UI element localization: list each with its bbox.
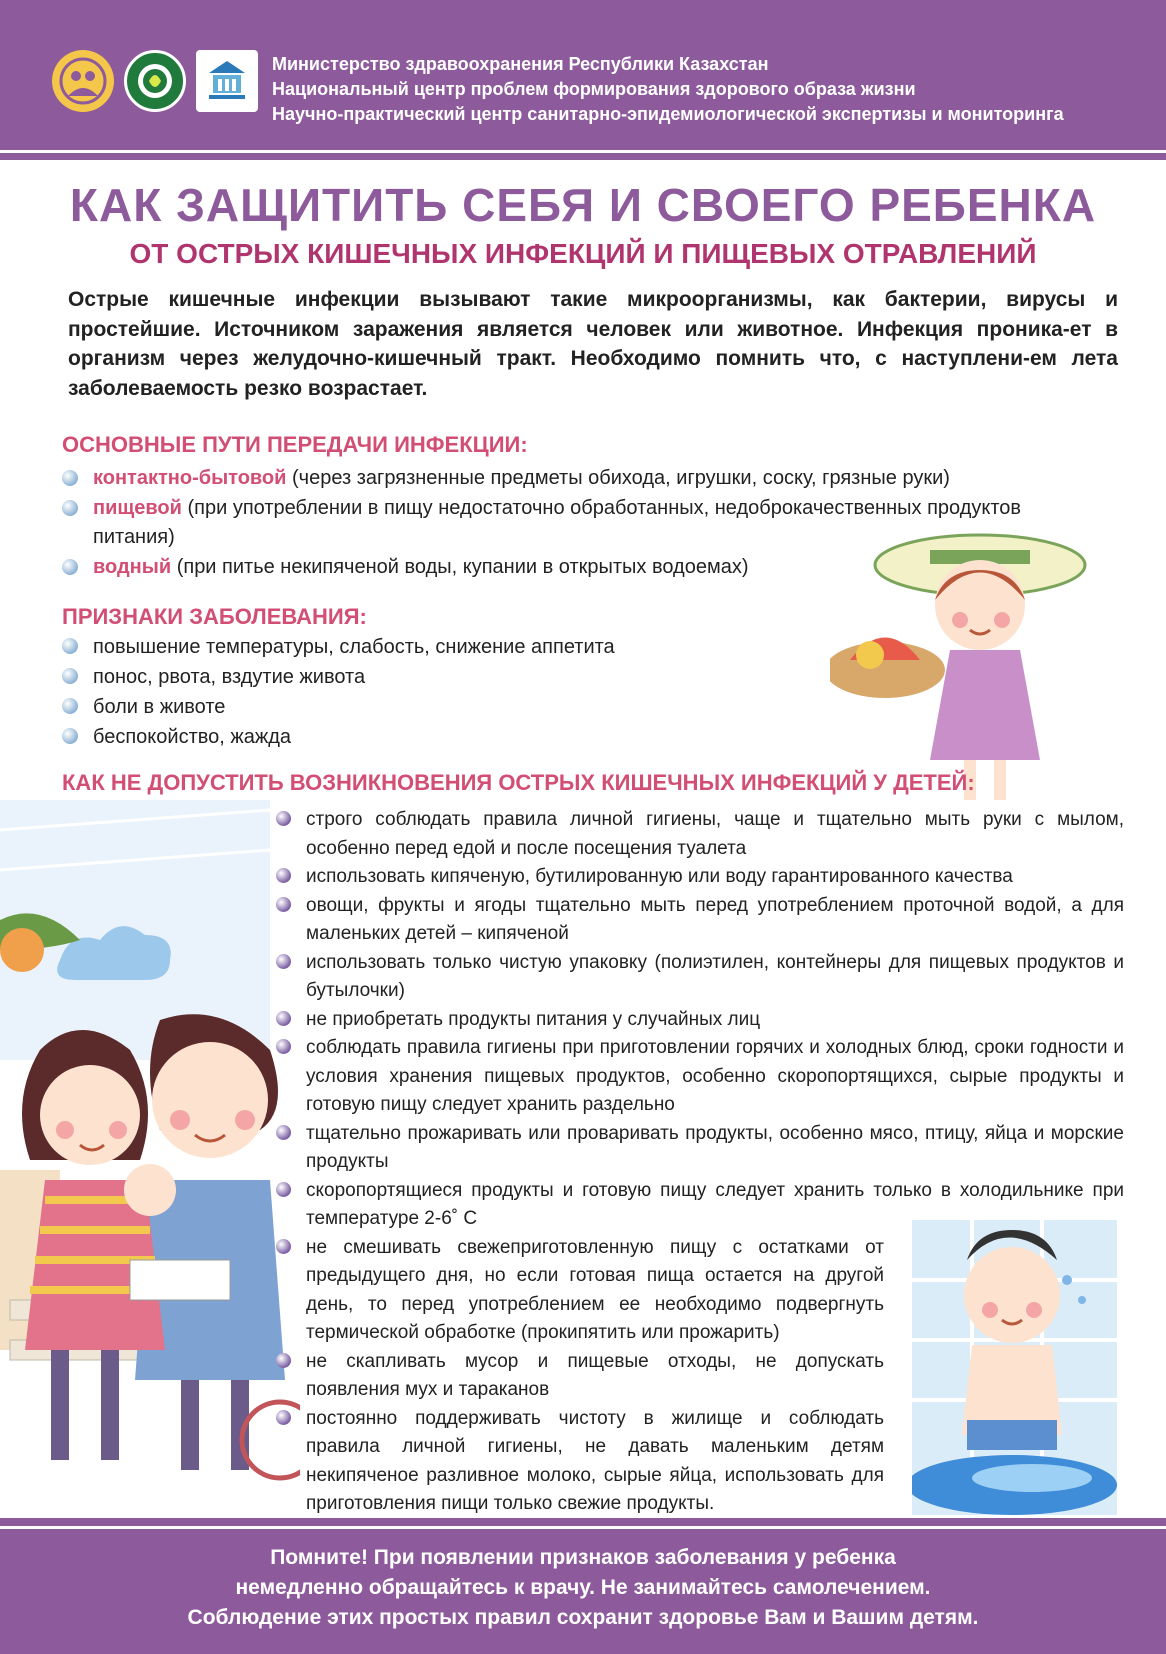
transmission-text: (через загрязненные предметы обихода, игрушки, соску, грязные руки): [286, 467, 950, 489]
prevention-text: тщательно прожаривать или проваривать продукты, особенно мясо, птицу, яйца и морские продукты: [306, 1122, 1124, 1172]
symptom-text: боли в животе: [93, 696, 226, 718]
transmission-text: (при употреблении в пищу недостаточно обработанных, недоброкачественных продуктов питания): [93, 496, 1022, 548]
building-logo: [196, 50, 258, 112]
symptoms-list: [62, 632, 782, 752]
prevention-text: скоропортящиеся продукты и готовую пищу следует хранить только в холодильнике при температуре 2-6˚ С: [306, 1179, 1124, 1229]
footer-band: [0, 1518, 1166, 1654]
list-item: [276, 806, 1124, 863]
symptoms-heading: ПРИЗНАКИ ЗАБОЛЕВАНИЯ:: [62, 604, 367, 629]
list-item: [62, 692, 782, 722]
prevention-text: овощи, фрукты и ягоды тщательно мыть перед употреблением проточной водой, а для маленьких детей – кипяченой: [306, 894, 1124, 944]
footer-line: Помните! При появлении признаков заболевания у ребенка: [270, 1546, 896, 1569]
prevention-heading: КАК НЕ ДОПУСТИТЬ ВОЗНИКНОВЕНИЯ ОСТРЫХ КИШЕЧНЫХ ИНФЕКЦИЙ У ДЕТЕЙ:: [62, 770, 975, 795]
bullet-icon: [276, 1039, 291, 1054]
symptom-text: понос, рвота, вздутие живота: [93, 666, 366, 688]
prevention-text: не скапливать мусор и пищевые отходы, не допускать появления мух и тараканов: [306, 1350, 884, 1400]
prevention-list: [276, 806, 1124, 1519]
transmission-term: пищевой: [93, 496, 182, 519]
bullet-icon: [276, 1410, 291, 1425]
bullet-icon: [62, 500, 78, 516]
list-item: [62, 464, 1082, 494]
org-line: Национальный центр проблем формирования здорового образа жизни: [272, 79, 916, 99]
list-item: [62, 722, 782, 752]
bullet-icon: [276, 1125, 291, 1140]
symptom-text: беспокойство, жажда: [93, 726, 292, 748]
list-item: [276, 1177, 1124, 1234]
bullet-icon: [276, 954, 291, 969]
org-line: Министерство здравоохранения Республики Казахстан: [272, 54, 769, 74]
green-circle-logo: [124, 50, 186, 112]
bullet-icon: [62, 728, 78, 744]
prevention-text: использовать только чистую упаковку (полиэтилен, контейнеры для пищевых продуктов и бутылочки): [306, 951, 1124, 1001]
list-item: [276, 863, 1124, 892]
prevention-text: не приобретать продукты питания у случайных лиц: [306, 1008, 761, 1030]
list-item: [276, 1120, 1124, 1177]
bullet-icon: [276, 868, 291, 883]
list-item: [62, 662, 782, 692]
bullet-icon: [276, 1182, 291, 1197]
girl-with-fruit-basket-illustration: [830, 520, 1110, 810]
bullet-icon: [62, 470, 78, 486]
footer-rule: [0, 1526, 1166, 1529]
intro-paragraph: Острые кишечные инфекции вызывают такие микроорганизмы, как бактерии, вирусы и простейшие. Источником заражения является человек или животное. Инфекция проника-ет в организм через желудочно-кишечный тракт. Необходимо помнить что, с наступлени-ем лета заболеваемость резко возрастает.: [68, 288, 1118, 400]
transmission-term: контактно-бытовой: [93, 467, 287, 489]
transmission-text: (при питье некипяченой воды, купании в открытых водоемах): [171, 555, 749, 578]
family-on-bench-illustration: [0, 1000, 300, 1515]
bullet-icon: [276, 1353, 291, 1368]
bullet-icon: [276, 811, 291, 826]
organization-names: [272, 52, 1064, 127]
list-item: [276, 1234, 884, 1348]
bullet-icon: [276, 1011, 291, 1026]
bullet-icon: [62, 698, 78, 714]
symptom-text: повышение температуры, слабость, снижение аппетита: [93, 636, 615, 658]
header-rule: [0, 150, 1166, 153]
prevention-text: соблюдать правила гигиены при приготовлении горячих и холодных блюд, сроки годности и условия хранения пищевых продуктов, особенно скоропортящихся, сырые продукты и готовую пищу следует хранить раздельно: [306, 1037, 1124, 1115]
bullet-icon: [276, 1239, 291, 1254]
list-item: [276, 892, 1124, 949]
list-item: [276, 1405, 884, 1519]
page-subtitle: ОТ ОСТРЫХ КИШЕЧНЫХ ИНФЕКЦИЙ И ПИЩЕВЫХ ОТРАВЛЕНИЙ: [129, 238, 1037, 269]
bullet-icon: [62, 638, 78, 654]
page-title: КАК ЗАЩИТИТЬ СЕБЯ И СВОЕГО РЕБЕНКА: [69, 179, 1097, 231]
emblem-logo: [52, 50, 114, 112]
footer-line: Соблюдение этих простых правил сохранит здоровье Вам и Вашим детям.: [187, 1606, 979, 1629]
prevention-text: не смешивать свежеприготовленную пищу с остатками от предыдущего дня, но если готовая пища остается на другой день, то перед употреблением ее необходимо подвергнуть термической обработке (прокипятить или прожарить): [306, 1236, 884, 1343]
list-item: [276, 1006, 1124, 1035]
prevention-text: постоянно поддерживать чистоту в жилище и соблюдать правила личной гигиены, не давать маленьким детям некипяченое разливное молоко, сырые яйца, использовать для приготовления пищи только свежие продукты.: [306, 1407, 884, 1514]
logos: [52, 50, 258, 112]
bullet-icon: [276, 897, 291, 912]
list-item: [62, 632, 782, 662]
list-item: [276, 1034, 1124, 1120]
prevention-text: строго соблюдать правила личной гигиены, чаще и тщательно мыть руки с мылом, особенно перед едой и после посещения туалета: [306, 809, 1124, 859]
transmission-heading: ОСНОВНЫЕ ПУТИ ПЕРЕДАЧИ ИНФЕКЦИИ:: [62, 432, 528, 457]
bullet-icon: [62, 559, 78, 575]
prevention-text: использовать кипяченую, бутилированную или воду гарантированного качества: [306, 866, 1013, 887]
bullet-icon: [62, 668, 78, 684]
list-item: [276, 1348, 884, 1405]
list-item: [276, 949, 1124, 1006]
org-line: Научно-практический центр санитарно-эпидемиологической экспертизы и мониторинга: [272, 104, 1064, 124]
transmission-term: водный: [93, 555, 172, 578]
header-band: [0, 0, 1166, 160]
footer-line: немедленно обращайтесь к врачу. Не занимайтесь самолечением.: [235, 1576, 931, 1599]
